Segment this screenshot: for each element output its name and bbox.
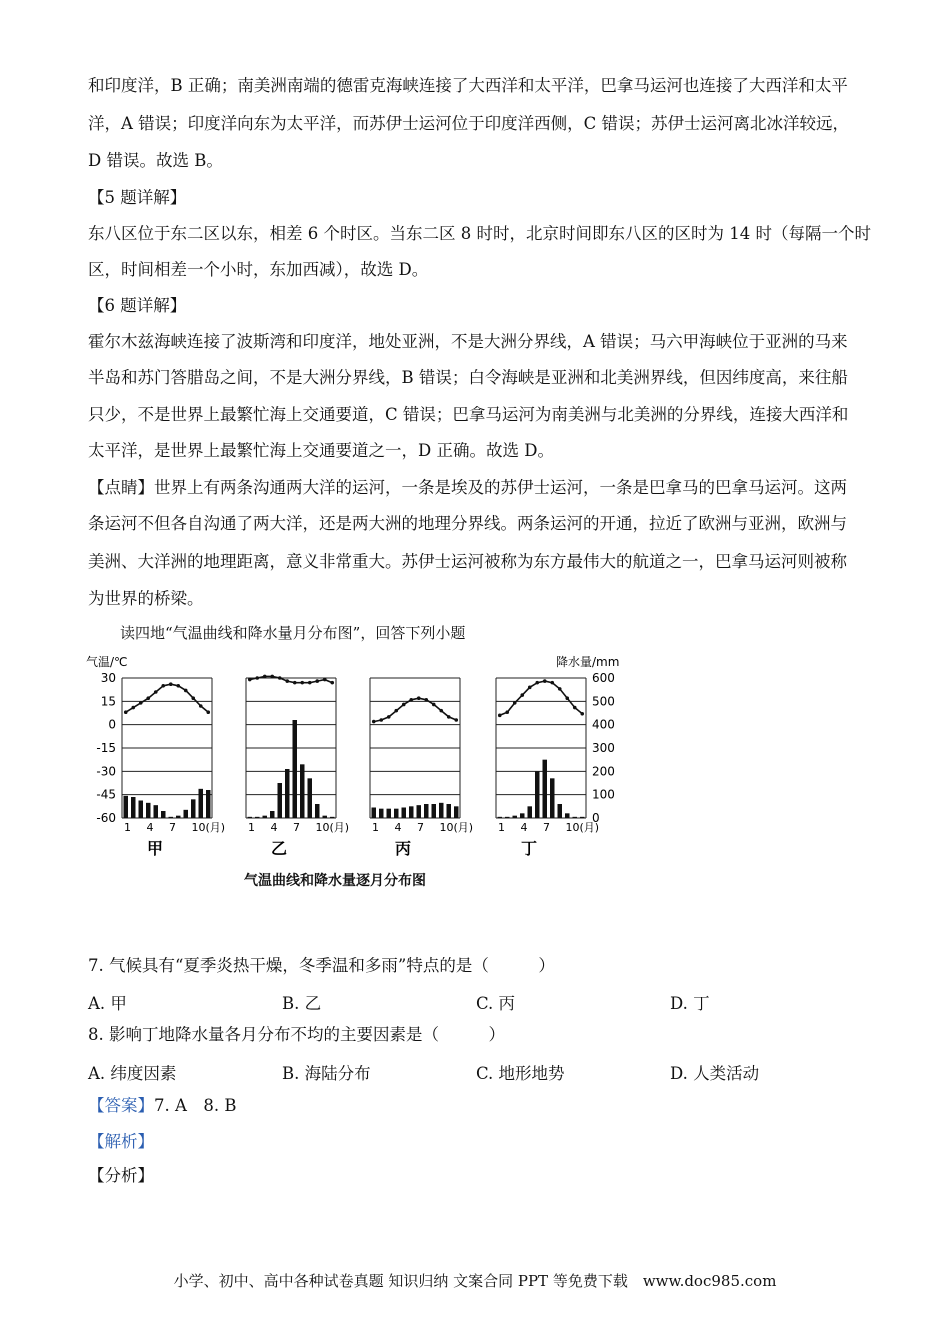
month-tick-label: 4 (270, 821, 278, 834)
precip-tick-label: 600 (592, 671, 615, 685)
panel-label: 丁 (521, 839, 538, 858)
temperature-point (409, 698, 413, 702)
panel-label: 甲 (147, 839, 164, 858)
month-tick-label: 4 (146, 821, 154, 834)
temperature-point (439, 709, 443, 713)
temperature-point (146, 696, 150, 700)
precip-bar (323, 816, 328, 818)
precip-bar (124, 796, 129, 818)
temperature-point (169, 682, 173, 686)
temperature-point (248, 678, 252, 682)
paragraph-line-13: 条运河不但各自沟通了两大洋，还是两大洲的地理分界线。两条运河的开通，拉近了欧洲与亚洲，欧洲与 (88, 514, 847, 533)
precip-tick-label: 0 (592, 811, 600, 825)
q8-option-b[interactable]: B. 海陆分布 (282, 1064, 371, 1083)
paragraph-line-10: 只少，不是世界上最繁忙海上交通要道，C 错误；巴拿马运河为南美洲与北美洲的分界线，连接大西洋和 (88, 405, 849, 424)
temperature-point (191, 696, 195, 700)
month-tick-label: 1 (124, 821, 131, 834)
precip-bar (387, 809, 392, 818)
temperature-point (573, 706, 577, 710)
precip-bar (308, 778, 313, 818)
precip-bar (550, 778, 555, 818)
temperature-point (447, 715, 451, 719)
temperature-point (394, 709, 398, 713)
temperature-point (300, 681, 304, 685)
month-tick-label: 1 (248, 821, 255, 834)
temperature-point (558, 687, 562, 691)
temperature-curve (250, 676, 332, 682)
month-tick-label: 7 (169, 821, 176, 834)
month-tick-label: 4 (520, 821, 528, 834)
temperature-point (535, 681, 539, 685)
month-tick-label: 10(月) (315, 821, 350, 834)
temperature-point (565, 696, 569, 700)
question-8-stem: 8. 影响丁地降水量各月分布不均的主要因素是（ ） (88, 1025, 505, 1044)
precip-bar (169, 817, 174, 818)
q7-option-a[interactable]: A. 甲 (88, 994, 127, 1013)
temperature-point (417, 696, 421, 700)
precip-bar (146, 803, 151, 818)
temperature-point (513, 701, 517, 705)
temp-tick-label: -15 (96, 741, 116, 755)
temperature-point (505, 710, 509, 714)
precip-tick-label: 500 (592, 694, 615, 709)
panel-label: 丙 (395, 839, 412, 858)
temperature-point (154, 690, 158, 694)
answer-label: 【答案】 (88, 1096, 154, 1115)
precip-bar (409, 806, 414, 818)
precip-bar (285, 769, 290, 818)
paragraph-line-6: 区，时间相差一个小时，东加西减），故选 D。 (88, 260, 429, 279)
temperature-point (176, 684, 180, 688)
month-tick-label: 7 (293, 821, 300, 834)
month-tick-label: 10(月) (191, 821, 226, 834)
temperature-point (199, 704, 203, 708)
temperature-point (387, 715, 391, 719)
answer-line (88, 1096, 862, 1116)
temperature-point (124, 710, 128, 714)
temperature-point (293, 681, 297, 685)
temperature-point (498, 714, 502, 718)
precip-bar (394, 809, 399, 818)
paragraph-line-12: 【点睛】世界上有两条沟通两大洋的运河，一条是埃及的苏伊士运河，一条是巴拿马的巴拿马运河。这两 (88, 478, 847, 497)
temperature-point (580, 712, 584, 716)
temperature-point (161, 684, 165, 688)
precip-tick-label: 300 (592, 741, 615, 755)
precip-bar (432, 804, 437, 818)
section-heading-5: 【5 题详解】 (88, 188, 187, 207)
temperature-point (270, 675, 274, 679)
precip-bar (206, 790, 211, 818)
temperature-point (372, 720, 376, 724)
precip-bar (565, 813, 570, 818)
precip-bar (315, 804, 320, 818)
precip-bar (176, 816, 181, 818)
month-tick-label: 7 (417, 821, 424, 834)
precip-bar (372, 808, 377, 819)
temperature-point (543, 679, 547, 683)
precip-bar (454, 806, 459, 818)
month-tick-label: 1 (372, 821, 379, 834)
temperature-point (308, 681, 312, 685)
temperature-point (330, 681, 334, 685)
page-footer: 小学、初中、高中各种试卷真题 知识归纳 文案合同 PPT 等免费下载 www.doc985.com (173, 1272, 777, 1290)
precip-bar (278, 783, 283, 818)
temp-tick-label: 30 (100, 671, 116, 685)
precip-tick-label: 200 (592, 764, 615, 779)
precip-bar (379, 809, 384, 818)
precip-bar (543, 760, 548, 818)
temperature-point (285, 679, 289, 683)
precip-bar (161, 811, 166, 818)
temp-tick-label: 0 (108, 717, 116, 732)
precip-bar (191, 799, 196, 818)
temperature-point (454, 718, 458, 722)
precip-bar (424, 804, 429, 818)
precip-bar (513, 816, 518, 818)
figure-intro: 读四地“气温曲线和降水量月分布图”，回答下列小题 (120, 624, 466, 642)
analysis-label: 【解析】 (88, 1132, 154, 1151)
temperature-point (528, 686, 532, 690)
precip-bar (293, 720, 298, 818)
q8-option-c[interactable]: C. 地形地势 (476, 1064, 565, 1083)
precip-bar (139, 801, 144, 819)
q7-option-c[interactable]: C. 丙 (476, 994, 516, 1013)
precip-bar (558, 804, 563, 818)
temp-axis-label: 气温/℃ (86, 655, 128, 669)
paragraph-line-14: 美洲、大洋洲的地理距离，意义非常重大。苏伊士运河被称为东方最伟大的航道之一，巴拿马运河则被称 (88, 552, 847, 571)
q7-option-b[interactable]: B. 乙 (282, 994, 322, 1013)
precip-tick-label: 400 (592, 717, 615, 732)
precip-bar (255, 817, 260, 818)
month-tick-label: 1 (498, 821, 505, 834)
temperature-point (432, 703, 436, 707)
precip-bar (330, 817, 335, 818)
precip-bar (505, 817, 510, 818)
section-heading-6: 【6 题详解】 (88, 296, 187, 315)
q7-option-d[interactable]: D. 丁 (670, 994, 710, 1013)
temperature-point (131, 706, 135, 710)
temperature-point (550, 681, 554, 685)
temperature-point (315, 679, 319, 683)
temperature-point (379, 718, 383, 722)
paragraph-line-2: 洋，A 错误；印度洋向东为太平洋，而苏伊士运河位于印度洋西侧，C 错误；苏伊士运河离北冰洋较远， (88, 114, 850, 133)
precip-bar (199, 789, 204, 818)
temperature-curve (126, 684, 209, 712)
precip-bar (248, 817, 253, 818)
precip-bar (300, 764, 305, 818)
answer-text: 7. A 8. B (154, 1096, 237, 1115)
month-tick-label: 10(月) (439, 821, 474, 834)
temperature-point (263, 675, 267, 679)
temp-tick-label: -60 (96, 811, 116, 825)
temperature-point (278, 676, 282, 680)
paragraph-line-1: 和印度洋，B 正确；南美洲南端的德雷克海峡连接了大西洋和太平洋，巴拿马运河也连接了大西洋和太平 (88, 76, 848, 95)
paragraph-line-8: 霍尔木兹海峡连接了波斯湾和印度洋，地处亚洲，不是大洲分界线，A 错误；马六甲海峡位于亚洲的马来 (88, 332, 848, 351)
temperature-point (402, 703, 406, 707)
precip-bar (535, 771, 540, 818)
precip-bar (528, 806, 533, 818)
precip-bar (417, 805, 422, 818)
precip-bar (439, 803, 444, 818)
month-tick-label: 10(月) (565, 821, 600, 834)
q8-option-d[interactable]: D. 人类活动 (670, 1064, 760, 1083)
paragraph-line-5: 东八区位于东二区以东，相差 6 个时区。当东二区 8 时时，北京时间即东八区的区时为 14 时（每隔一个时 (88, 224, 871, 243)
precip-bar (402, 808, 407, 819)
temperature-point (424, 698, 428, 702)
climate-chart (86, 648, 646, 858)
temp-tick-label: -30 (96, 764, 116, 779)
precip-bar (154, 805, 159, 818)
figure-caption: 气温曲线和降水量逐月分布图 (244, 873, 426, 889)
q8-option-a[interactable]: A. 纬度因素 (88, 1064, 177, 1083)
paragraph-line-11: 太平洋，是世界上最繁忙海上交通要道之一，D 正确。故选 D。 (88, 441, 554, 460)
precip-bar (580, 817, 585, 818)
precip-bar (184, 810, 189, 818)
precip-bar (447, 804, 452, 818)
precip-bar (270, 811, 275, 818)
temp-tick-label: -45 (96, 787, 116, 802)
temperature-point (139, 701, 143, 705)
paragraph-line-9: 半岛和苏门答腊岛之间，不是大洲分界线，B 错误；白令海峡是亚洲和北美洲界线，但因纬度高，来往船 (88, 368, 848, 387)
temperature-point (255, 676, 259, 680)
month-tick-label: 7 (543, 821, 550, 834)
temperature-point (323, 678, 327, 682)
temp-tick-label: 15 (100, 694, 116, 709)
precip-bar (131, 797, 136, 818)
fenxi-label: 【分析】 (88, 1166, 154, 1185)
paragraph-line-3: D 错误。故选 B。 (88, 151, 223, 170)
precip-axis-label: 降水量/mm (556, 655, 620, 669)
precip-bar (520, 813, 525, 818)
panel-label: 乙 (271, 839, 288, 858)
precip-bar (263, 816, 268, 818)
precip-tick-label: 100 (592, 787, 615, 802)
temperature-point (206, 710, 210, 714)
month-tick-label: 4 (394, 821, 402, 834)
temperature-curve (500, 681, 583, 715)
paragraph-line-15: 为世界的桥梁。 (88, 589, 204, 608)
precip-bar (573, 817, 578, 818)
temperature-point (184, 689, 188, 693)
precip-bar (498, 817, 503, 818)
question-7-stem: 7. 气候具有“夏季炎热干燥，冬季温和多雨”特点的是（ ） (88, 956, 555, 975)
temperature-point (520, 693, 524, 697)
